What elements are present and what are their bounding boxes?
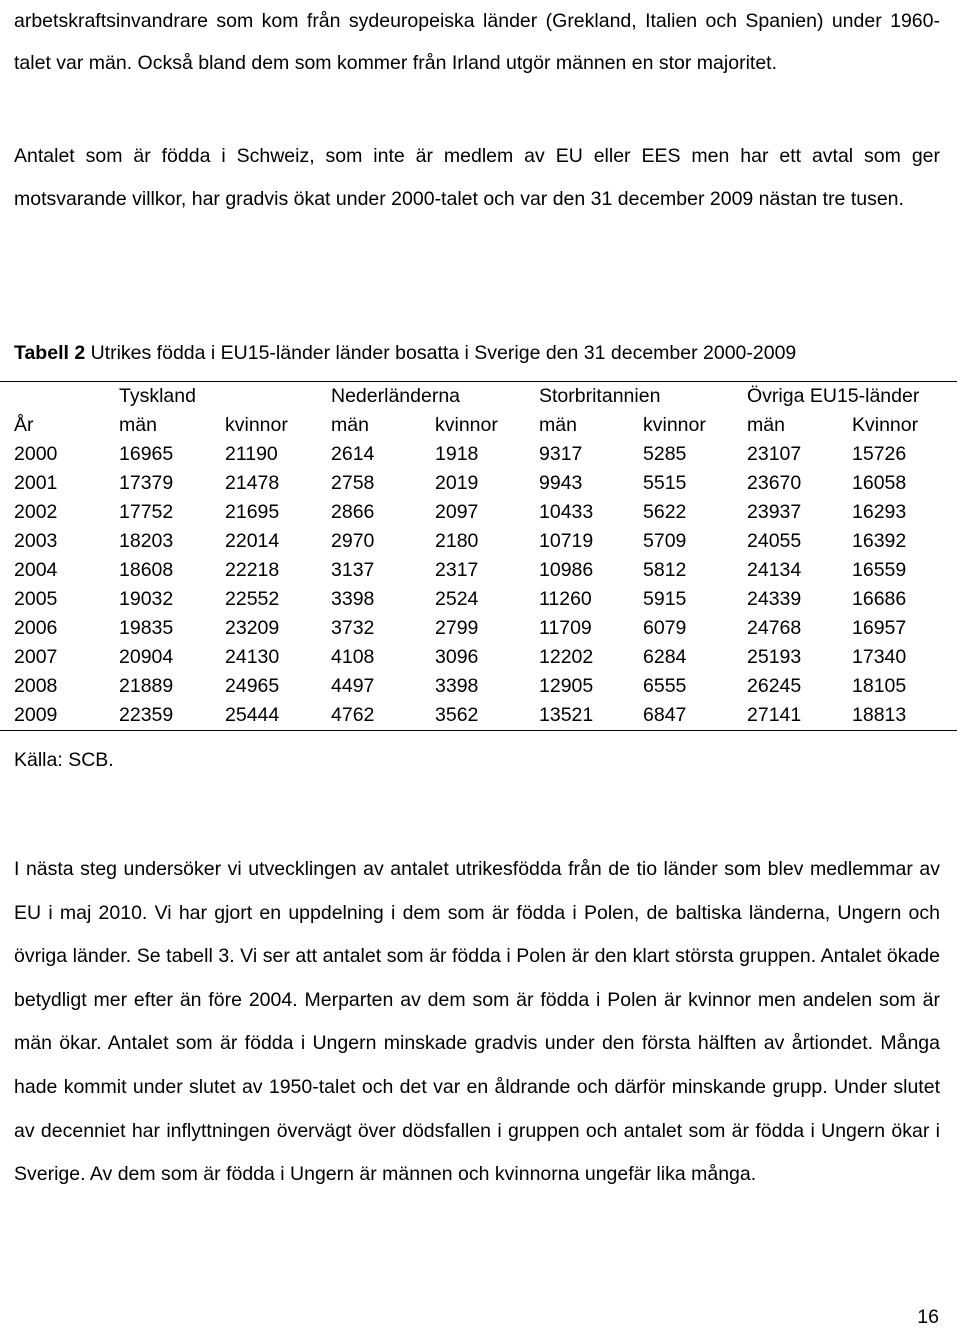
table-cell: 23937: [747, 501, 802, 523]
table-cell: 2799: [435, 617, 479, 639]
table-cell: 3398: [331, 588, 375, 610]
table-cell-year: 2001: [14, 472, 58, 494]
column-header-year: År: [14, 414, 34, 436]
table-cell: 1918: [435, 443, 479, 465]
table-cell: 25444: [225, 701, 331, 731]
table-cell: 6847: [643, 701, 747, 731]
table-cell: 12202: [539, 646, 594, 668]
table-cell: 13521: [539, 701, 643, 731]
table-cell: 21695: [225, 501, 280, 523]
table-cell: 2097: [435, 501, 479, 523]
table-cell: 2317: [435, 559, 479, 581]
table-cell: 20904: [119, 646, 174, 668]
table-cell: 6555: [643, 675, 687, 697]
table-row: [0, 469, 957, 498]
table-cell: 10433: [539, 501, 594, 523]
table-cell: 5622: [643, 501, 687, 523]
table-cell: 23209: [225, 617, 280, 639]
table-cell: 11260: [539, 588, 592, 610]
table-cell: 24768: [747, 617, 802, 639]
table-cell-year: 2006: [14, 617, 58, 639]
body-paragraph-2: Antalet som är födda i Schweiz, som inte är medlem av EU eller EES men har ett avtal som ger motsvarande villkor, har gradvis ökat under 2000-talet och var den 31 december 2009 nästan tre tusen.: [14, 145, 940, 210]
table-source: Källa: SCB.: [14, 749, 114, 771]
table-cell: 16686: [852, 588, 907, 610]
table-body: [0, 382, 957, 731]
table-cell: 3398: [435, 675, 479, 697]
table-cell: 6079: [643, 617, 687, 639]
table-row: [0, 440, 957, 469]
column-header-sex: kvinnor: [435, 414, 498, 436]
table-cell: 16559: [852, 559, 907, 581]
table-cell: 10719: [539, 530, 594, 552]
table-caption-label: Tabell 2: [14, 342, 86, 364]
table-cell: 24130: [225, 646, 280, 668]
table-cell: 3732: [331, 617, 375, 639]
table-cell: 3137: [331, 559, 375, 581]
page-number: 16: [917, 1306, 939, 1328]
table-row: [0, 527, 957, 556]
table-cell: 16058: [852, 472, 907, 494]
table-cell: 15726: [852, 443, 907, 465]
table-cell: 18813: [852, 701, 957, 731]
table-subheader-row: [0, 411, 957, 440]
body-paragraph-3: I nästa steg undersöker vi utvecklingen av antalet utrikesfödda från de tio länder som blev medlemmar av EU i maj 2010. Vi har gjort en uppdelning i dem som är födda i Polen, de baltiska länderna, Ungern och övriga länder. Se tabell 3. Vi ser att antalet som är födda i Polen är den klart största gruppen. Antalet ökade betydligt mer efter än före 2004. Merparten av dem som är födda i Polen är kvinnor men andelen som är män ökar. Antalet som är födda i Ungern minskade gradvis under den första hälften av årtiondet. Många hade kommit under slutet av 1950-talet och det var en åldrande och därför minskande grupp. Under slutet av decenniet har inflyttningen övervägt över dödsfallen i gruppen och antalet som är födda i Ungern ökar i Sverige. Av dem som är födda i Ungern är männen och kvinnorna ungefär lika många.: [14, 858, 940, 1186]
column-header-sex: män: [331, 414, 369, 436]
table-cell: 5515: [643, 472, 687, 494]
column-header-sex: kvinnor: [225, 414, 288, 436]
table-cell: 9317: [539, 443, 583, 465]
table-cell: 5285: [643, 443, 687, 465]
table-cell: 16957: [852, 617, 907, 639]
table-cell-year: 2002: [14, 501, 58, 523]
body-paragraph-1: arbetskraftsinvandrare som kom från sydeuropeiska länder (Grekland, Italien och Spanien) under 1960-talet var män. Också bland dem som kommer från Irland utgör männen en stor majoritet.: [14, 10, 940, 74]
table-cell: 22218: [225, 559, 280, 581]
column-header-sex: män: [747, 414, 785, 436]
table-cell: 2614: [331, 443, 375, 465]
table-cell: 16965: [119, 443, 174, 465]
group-header-nederlanderna: Nederländerna: [331, 382, 539, 412]
group-header-ovriga: Övriga EU15-länder: [747, 382, 957, 412]
table-cell: 2970: [331, 530, 375, 552]
column-header-sex: män: [119, 414, 157, 436]
table-corner-cell: [0, 382, 119, 412]
table-cell: 21478: [225, 472, 280, 494]
table-cell: 4108: [331, 646, 375, 668]
column-header-sex: män: [539, 414, 577, 436]
table-cell: 6284: [643, 646, 687, 668]
column-header-sex: kvinnor: [643, 414, 706, 436]
table-cell: 23107: [747, 443, 802, 465]
table-cell: 3562: [435, 701, 539, 731]
table-row: [0, 498, 957, 527]
table-cell: 3096: [435, 646, 479, 668]
table-cell: 18608: [119, 559, 174, 581]
table-cell: 5812: [643, 559, 687, 581]
table-cell-year: 2003: [14, 530, 58, 552]
table-cell: 22014: [225, 530, 280, 552]
table-cell: 23670: [747, 472, 802, 494]
table-cell: 18203: [119, 530, 174, 552]
table-cell: 26245: [747, 675, 802, 697]
table-cell: 19835: [119, 617, 174, 639]
table-cell: 12905: [539, 675, 594, 697]
table-cell: 2180: [435, 530, 479, 552]
table-cell-year: 2005: [14, 588, 58, 610]
table-cell: 2866: [331, 501, 375, 523]
table-group-header-row: [0, 382, 957, 412]
table-cell-year: 2000: [14, 443, 58, 465]
table-cell: 22359: [119, 701, 225, 731]
table-row: [0, 556, 957, 585]
table-cell: 24055: [747, 530, 802, 552]
table-cell: 24965: [225, 675, 280, 697]
group-header-tyskland: Tyskland: [119, 382, 331, 412]
table-cell: 11709: [539, 617, 592, 639]
table-cell: 19032: [119, 588, 174, 610]
table-caption-text: Utrikes födda i EU15-länder länder bosatta i Sverige den 31 december 2000-2009: [85, 342, 797, 364]
table-cell: 2758: [331, 472, 375, 494]
table-cell: 17340: [852, 646, 907, 668]
table-cell: 17379: [119, 472, 174, 494]
immigrants-table: [0, 381, 957, 731]
table-cell: 9943: [539, 472, 583, 494]
table-row: [0, 585, 957, 614]
table-cell: 24339: [747, 588, 802, 610]
group-header-storbritannien: Storbritannien: [539, 382, 747, 412]
table-cell: 16293: [852, 501, 907, 523]
table-cell: 16392: [852, 530, 907, 552]
table-cell: 21190: [225, 443, 278, 465]
table-cell: 27141: [747, 701, 852, 731]
table-cell: 4762: [331, 701, 435, 731]
table-cell: 10986: [539, 559, 594, 581]
table-cell: 25193: [747, 646, 802, 668]
column-header-sex: Kvinnor: [852, 414, 919, 436]
table-cell-year: 2009: [0, 701, 119, 731]
table-caption: [14, 339, 796, 367]
table-cell: 24134: [747, 559, 802, 581]
table-cell-year: 2007: [14, 646, 58, 668]
table-cell: 22552: [225, 588, 280, 610]
table-cell-year: 2004: [14, 559, 58, 581]
table-row: [0, 643, 957, 672]
table-cell: 2524: [435, 588, 479, 610]
table-row: [0, 614, 957, 643]
table-row: [0, 672, 957, 701]
table-cell: 17752: [119, 501, 174, 523]
table-cell: 2019: [435, 472, 479, 494]
table-cell: 5709: [643, 530, 687, 552]
table-cell: 18105: [852, 675, 907, 697]
table-cell: 5915: [643, 588, 687, 610]
table-cell: 4497: [331, 675, 375, 697]
table-row: [0, 701, 957, 731]
table-cell: 21889: [119, 675, 174, 697]
table-cell-year: 2008: [14, 675, 58, 697]
